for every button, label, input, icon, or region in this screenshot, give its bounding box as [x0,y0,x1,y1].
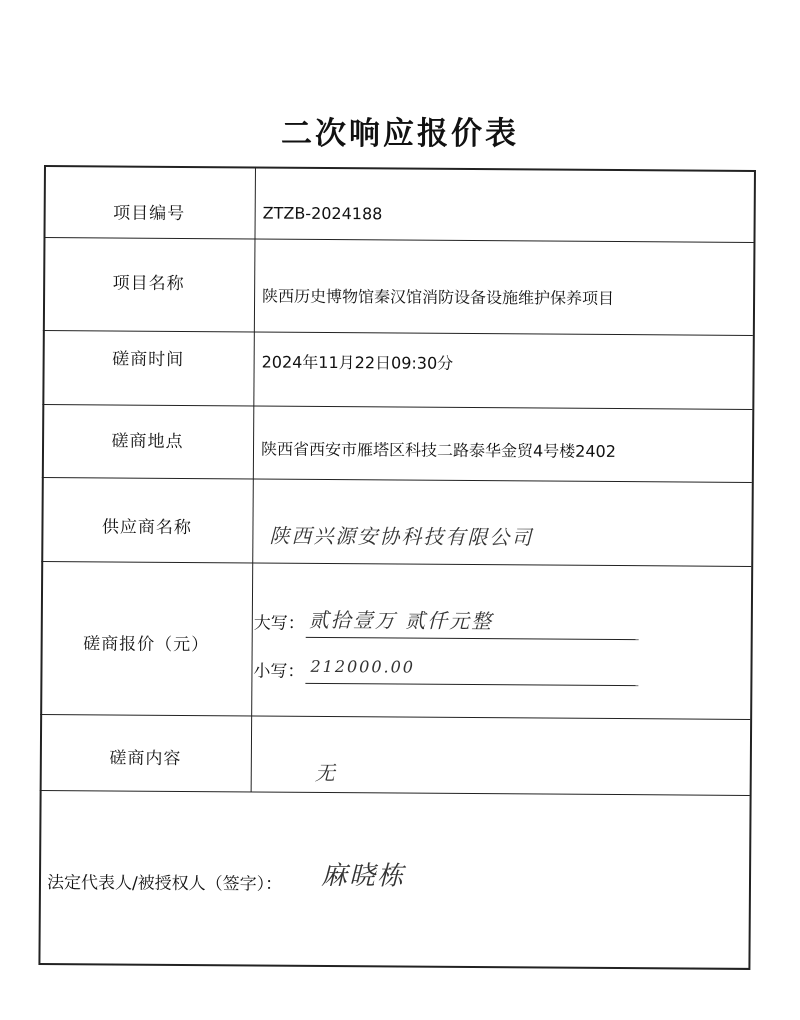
project-name-value: 陕西历史博物馆秦汉馆消防设备设施维护保养项目 [262,286,615,308]
project-name-label: 项目名称 [112,273,185,294]
lowercase-amount-label: 小写： [253,661,305,682]
negotiation-place-value: 陕西省西安市雁塔区科技二路泰华金贸4号楼2402 [260,439,616,461]
negotiation-time-label: 磋商时间 [112,349,185,370]
uppercase-amount-label: 大写： [253,613,305,634]
signature-handwritten: 麻晓栋 [320,860,406,892]
negotiation-place-label: 磋商地点 [111,431,184,452]
negotiation-time-value: 2024年11月22日09:30分 [261,352,454,373]
quote-label: 磋商报价（元） [83,634,210,656]
supplier-name-label: 供应商名称 [101,517,193,539]
signature-label: 法定代表人/被授权人（签字）： [46,873,283,895]
supplier-name-handwritten: 陕西兴源安协科技有限公司 [269,523,534,550]
quote-table [38,165,754,968]
uppercase-amount-handwritten: 贰拾壹万 贰仟元整 [308,607,494,634]
lowercase-amount-handwritten: 212000.00 [310,656,416,677]
project-number-value: ZTZB-2024188 [262,203,383,224]
document-title: 二次响应报价表 [281,116,519,152]
project-number-label: 项目编号 [113,203,186,224]
content-handwritten: 无 [314,760,337,786]
content-label: 磋商内容 [109,748,182,769]
